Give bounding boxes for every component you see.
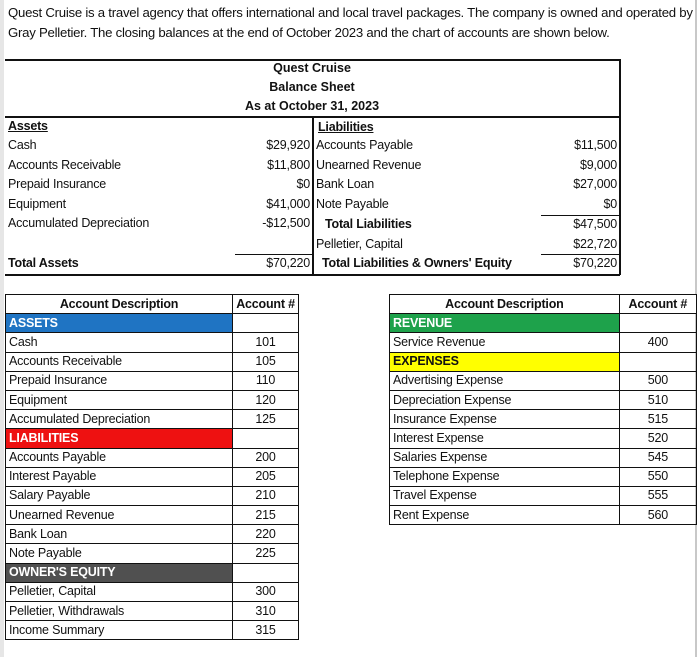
category-row-liabilities <box>6 429 299 448</box>
liability-value: $0 <box>603 197 617 211</box>
total-liab-equity-value: $70,220 <box>573 256 617 270</box>
category-row-expenses <box>390 352 697 371</box>
total-assets-value: $70,220 <box>266 256 310 270</box>
total-liabilities-label: Total Liabilities <box>325 217 412 231</box>
table-row <box>6 582 299 601</box>
table-row <box>390 390 697 409</box>
account-number: 515 <box>619 410 696 429</box>
account-name: Interest Payable <box>6 467 233 486</box>
account-name: Advertising Expense <box>390 371 620 390</box>
account-name: Income Summary <box>6 621 233 640</box>
bs-middle-divider <box>312 117 314 275</box>
liability-label: Note Payable <box>316 197 389 211</box>
account-number: 120 <box>233 390 299 409</box>
account-number: 210 <box>233 486 299 505</box>
asset-label: Accounts Receivable <box>8 158 121 172</box>
account-name: Travel Expense <box>390 486 620 505</box>
category-label: REVENUE <box>390 314 620 333</box>
liability-label: Bank Loan <box>316 177 374 191</box>
table-row <box>6 333 299 352</box>
bs-right-border <box>619 59 621 275</box>
account-number: 520 <box>619 429 696 448</box>
asset-value: -$12,500 <box>262 216 310 230</box>
account-name: Equipment <box>6 390 233 409</box>
account-name: Accounts Receivable <box>6 352 233 371</box>
account-name: Prepaid Insurance <box>6 371 233 390</box>
category-label: LIABILITIES <box>6 429 233 448</box>
bs-statement-name: Balance Sheet <box>269 80 355 94</box>
coa-table-right <box>389 294 697 525</box>
capital-label: Pelletier, Capital <box>316 237 403 251</box>
table-row <box>6 390 299 409</box>
account-name: Pelletier, Capital <box>6 582 233 601</box>
account-name: Unearned Revenue <box>6 506 233 525</box>
table-row <box>6 352 299 371</box>
total-assets-label: Total Assets <box>8 256 79 270</box>
account-number: 101 <box>233 333 299 352</box>
table-row <box>6 621 299 640</box>
account-number: 545 <box>619 448 696 467</box>
account-number: 510 <box>619 390 696 409</box>
account-name: Accounts Payable <box>6 448 233 467</box>
liability-value: $9,000 <box>579 158 617 172</box>
account-number: 315 <box>233 621 299 640</box>
account-number: 125 <box>233 410 299 429</box>
liabilities-heading: Liabilities <box>318 120 374 134</box>
account-name: Note Payable <box>6 544 233 563</box>
table-row <box>6 486 299 505</box>
total-liab-equity-label: Total Liabilities & Owners' Equity <box>322 256 512 270</box>
account-number: 550 <box>619 467 696 486</box>
account-number: 110 <box>233 371 299 390</box>
liability-label: Unearned Revenue <box>316 158 422 172</box>
account-name: Telephone Expense <box>390 467 620 486</box>
assets-heading: Assets <box>8 119 48 133</box>
table-row <box>6 506 299 525</box>
account-name: Insurance Expense <box>390 410 620 429</box>
account-name: Cash <box>6 333 233 352</box>
account-name: Bank Loan <box>6 525 233 544</box>
table-row <box>390 333 697 352</box>
category-row-equity <box>6 563 299 582</box>
asset-value: $11,800 <box>267 158 310 172</box>
table-row <box>6 544 299 563</box>
table-row <box>6 467 299 486</box>
asset-label: Cash <box>8 138 37 152</box>
table-row <box>6 602 299 621</box>
table-row <box>6 525 299 544</box>
col-header-description: Account Description <box>390 295 620 314</box>
account-number: 105 <box>233 352 299 371</box>
account-number: 500 <box>619 371 696 390</box>
asset-label: Equipment <box>8 197 66 211</box>
asset-value: $29,920 <box>266 138 310 152</box>
category-row-revenue <box>390 314 697 333</box>
intro-paragraph: Quest Cruise is a travel agency that offers international and local travel packages. The company is owned and operated by Gray Pelletier. The closing balances at the end of October 2023 and the chart of accounts are shown below. <box>8 5 693 40</box>
table-row <box>390 371 697 390</box>
account-number: 300 <box>233 582 299 601</box>
bs-date: As at October 31, 2023 <box>244 99 380 113</box>
account-name: Salaries Expense <box>390 448 620 467</box>
account-name: Service Revenue <box>390 333 620 352</box>
category-row-assets <box>6 314 299 333</box>
table-row <box>6 448 299 467</box>
liability-label: Accounts Payable <box>316 138 413 152</box>
asset-value: $41,000 <box>266 197 310 211</box>
account-number: 215 <box>233 506 299 525</box>
liability-value: $11,500 <box>574 138 617 152</box>
category-label: EXPENSES <box>390 352 620 371</box>
account-number: 400 <box>619 333 696 352</box>
col-header-number: Account # <box>619 295 696 314</box>
category-label: OWNER'S EQUITY <box>6 563 233 582</box>
account-name: Rent Expense <box>390 506 620 525</box>
account-name: Interest Expense <box>390 429 620 448</box>
asset-label: Prepaid Insurance <box>8 177 107 191</box>
table-row <box>390 410 697 429</box>
asset-value: $0 <box>296 177 310 191</box>
account-number: 225 <box>233 544 299 563</box>
account-name: Salary Payable <box>6 486 233 505</box>
account-number: 205 <box>233 467 299 486</box>
table-row <box>390 486 697 505</box>
page-edge-left <box>0 0 4 657</box>
asset-label: Accumulated Depreciation <box>8 216 150 230</box>
category-label: ASSETS <box>6 314 233 333</box>
total-liabilities-value: $47,500 <box>573 217 617 231</box>
table-row <box>6 371 299 390</box>
account-number: 310 <box>233 602 299 621</box>
coa-table-left <box>5 294 299 640</box>
liability-value: $27,000 <box>573 177 617 191</box>
account-number: 200 <box>233 448 299 467</box>
table-row <box>6 410 299 429</box>
account-name: Depreciation Expense <box>390 390 620 409</box>
account-number: 220 <box>233 525 299 544</box>
account-number: 560 <box>619 506 696 525</box>
capital-value: $22,720 <box>573 237 617 251</box>
bs-company-name: Quest Cruise <box>273 61 351 75</box>
table-row <box>390 448 697 467</box>
table-row <box>390 506 697 525</box>
table-row <box>390 467 697 486</box>
account-number: 555 <box>619 486 696 505</box>
col-header-number: Account # <box>233 295 299 314</box>
table-row <box>390 429 697 448</box>
account-name: Pelletier, Withdrawals <box>6 602 233 621</box>
col-header-description: Account Description <box>6 295 233 314</box>
account-name: Accumulated Depreciation <box>6 410 233 429</box>
